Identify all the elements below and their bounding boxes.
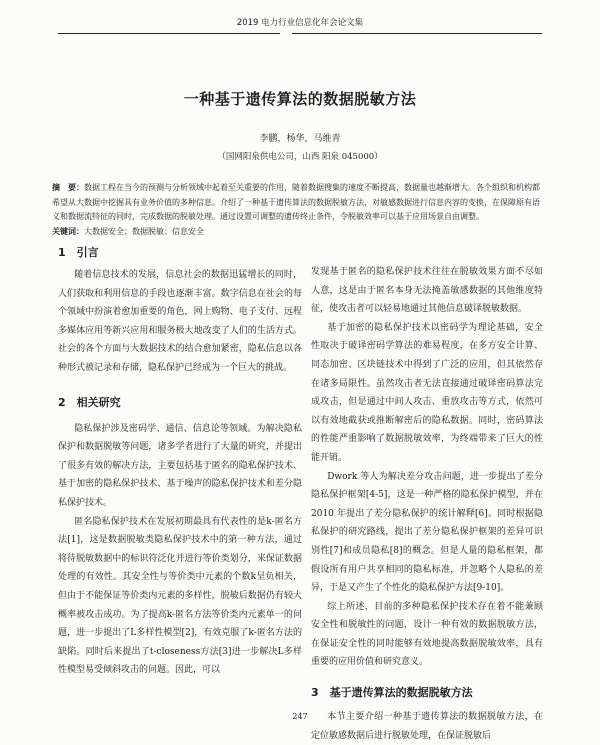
paragraph: Dwork 等人为解决差分攻击问题，进一步提出了差分隐私保护框架[4-5]，这是一种严格的隐私保护模型，并在 2010 年提出了差分隐私保护的统计解释[6]。同时根据隐私保护的研究路线，提出了差分隐私保护框架的差异可识别性[7]和成员隐私[8]的概念。但是人量的隐私框架，都假设所有用户共享相同的隐私标准，并忽略个人隐私的差异，于是又产生了个性化的隐私保护方法[9-10]。	[311, 471, 543, 594]
abstract-block	[52, 181, 543, 239]
abstract-text: 数据工程在当今的预测与分析领域中起着至关重要的作用，随着数据搜集的速度不断提高，数据量也越渐增大。各个组织和机构都希望从大数据中挖掘具有业务价值的多种信息。介绍了一种基于遗传算法的数据脱敏方法，对敏感数据进行信息内容的变换，在保障原有语义和数据流特征的同时，完成数据的脱敏处理。通过设置可调整的遗传终止条件，令脱敏效率可以基于应用场景自由调整。	[52, 183, 540, 221]
paper-title: 一种基于遗传算法的数据脱敏方法	[183, 90, 417, 108]
header-rule-left	[58, 33, 280, 34]
running-header: 2019 电力行业信息化年会论文集	[236, 18, 364, 28]
left-column	[58, 266, 302, 680]
paragraph: 基于加密的隐私保护技术以密码学为理论基础，安全性取决于破译密码学算法的难易程度，在多方安全计算、同态加密、区块链技术中得到了广泛的应用，但其依然存在诸多局限性。虽然攻击者无法直接通过破译密码算法完成攻击，但是通过中间人攻击、重放攻击等方式，依然可以有效地截获或推断解密后的隐私数据。同时，密码算法的性能严重影响了数据脱敏效率，为终端带来了巨大的性能开销。	[311, 322, 543, 463]
header-rule-right	[292, 33, 542, 34]
right-column	[311, 263, 543, 745]
keywords-label: 关键词：	[52, 226, 84, 236]
authors: 李鹏，杨华，马维青	[259, 134, 341, 144]
paragraph: 隐私保护涉及密码学、通信、信息论等领域。为解决隐私保护和数据脱敏等问题，诸多学者进行了大量的研究，并提出了很多有效的解决方法，主要包括基于匿名的隐私保护技术、基于加密的隐私保护技术、基于噪声的隐私保护技术和差分隐私保护技术。	[58, 423, 302, 508]
affiliation: （国网阳泉供电公司，山西 阳泉 045000）	[217, 152, 383, 162]
paragraph: 匿名隐私保护技术在发展初期最具有代表性的是k-匿名方法[1]，这是数据脱敏类隐私保护技术中的第一种方法，通过将待脱敏数据中的标识符泛化并进行等价类划分，来保证数据处理的有效性。其安全性与等价类中元素的个数k呈负相关，但由于不能保证等价类内元素的多样性，脱敏后数据仍有较大概率被攻击成功。为了提高k-匿名方法等价类内元素单一的问题，进一步提出了L多样性模型[2]，有效克服了k-匿名方法的缺陷。同时后来提出了t-closeness方法[3]进一步解决L多样性模型易受倾斜攻击的问题。因此，可以	[58, 516, 302, 676]
paragraph: 发现基于匿名的隐私保护技术往往在脱敏效果方面不尽如人意，这是由于匿名本身无法掩盖敏感数据的其他维度特征，使攻击者可以轻易地通过其他信息破译脱敏数据。	[311, 267, 543, 315]
keywords-text: 大数据安全；数据脱敏；信息安全	[84, 226, 204, 236]
page-number: 247	[292, 712, 308, 721]
section-heading-introduction: 1 引言	[58, 246, 99, 259]
section-heading-method: 3 基于遗传算法的数据脱敏方法	[311, 686, 473, 700]
paragraph: 综上所述，目前的多种隐私保护技术存在着不能兼顾安全性和脱敏性的问题，设计一种有效的数据脱敏方法，在保证安全性的同时能够有效地提高数据脱敏效率，具有重要的应用价值和研究意义。	[311, 601, 543, 668]
keywords	[52, 225, 543, 240]
abstract-label: 摘 要：	[52, 183, 84, 192]
paragraph: 本节主要介绍一种基于遗传算法的数据脱敏方法，在定位敏感数据后进行脱敏处理，在保证脱敏后	[311, 712, 543, 741]
section-heading-related-work: 2 相关研究	[58, 395, 121, 409]
abstract	[52, 181, 543, 225]
paragraph: 随着信息技术的发展，信息社会的数据迅猛增长的同时，人们获取和利用信息的手段也逐渐丰富。数字信息在社会的每个领域中扮演着愈加重要的角色，网上购物、电子支付、远程多媒体应用等新兴应用和服务极大地改变了人们的生活方式。社会的各个方面与大数据技术的结合愈加紧密，隐私信息以各种形式被记录和存储，隐私保护已经成为一个巨大的挑战。	[58, 270, 302, 373]
